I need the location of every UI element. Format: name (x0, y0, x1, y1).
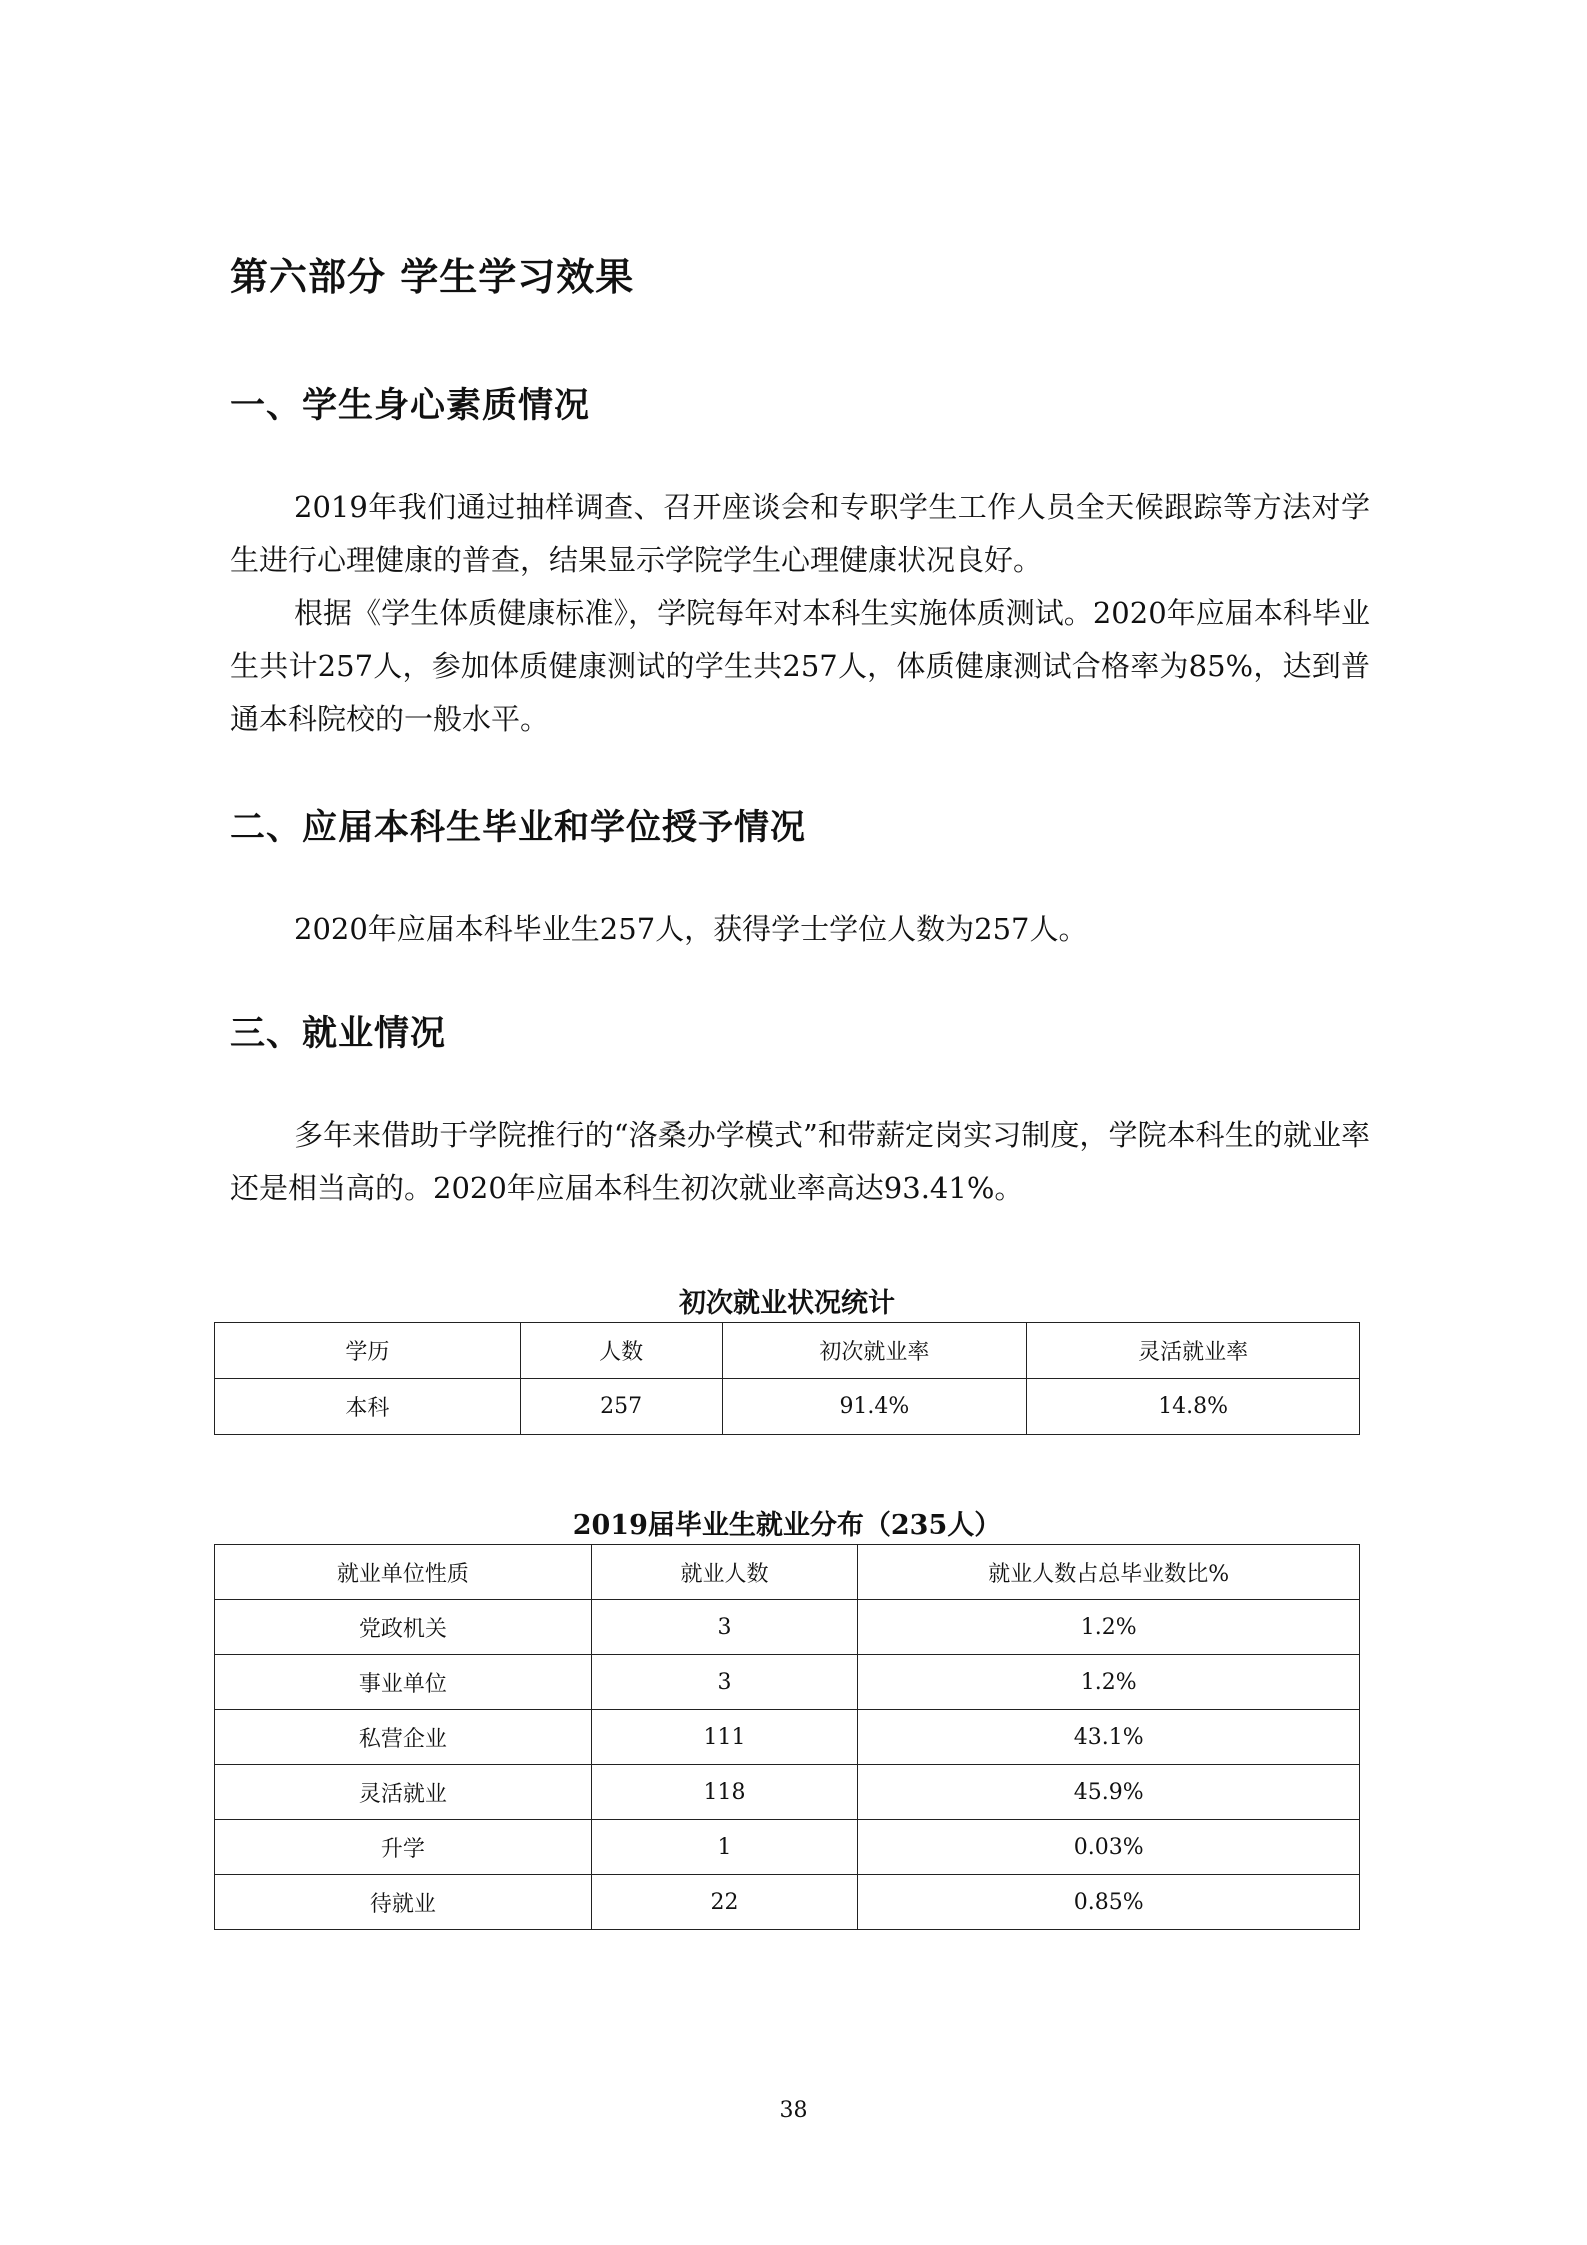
table-row (215, 1379, 1360, 1435)
table-row (215, 1710, 1360, 1765)
table-header-cell: 就业人数 (591, 1545, 858, 1600)
table-cell: 事业单位 (215, 1655, 592, 1710)
table-header-cell: 人数 (520, 1323, 722, 1379)
table-cell: 3 (591, 1600, 858, 1655)
section-title-2: 二、应届本科生毕业和学位授予情况 (230, 808, 807, 848)
table-cell: 本科 (215, 1379, 521, 1435)
table-header-cell: 灵活就业率 (1027, 1323, 1360, 1379)
table-cell: 22 (591, 1875, 858, 1930)
employment-status-table (214, 1322, 1360, 1435)
table-cell: 118 (591, 1765, 858, 1820)
table-cell: 党政机关 (215, 1600, 592, 1655)
table-row (215, 1765, 1360, 1820)
table-row (215, 1875, 1360, 1930)
table-cell: 待就业 (215, 1875, 592, 1930)
table-cell: 升学 (215, 1820, 592, 1875)
section-title-1: 一、学生身心素质情况 (230, 386, 591, 426)
page-number: 38 (779, 2098, 808, 2123)
table-cell: 1.2% (858, 1600, 1360, 1655)
paragraph: 2020年应届本科毕业生257人，获得学士学位人数为257人。 (294, 912, 1088, 946)
table-cell: 1 (591, 1820, 858, 1875)
table-row (215, 1655, 1360, 1710)
table-cell: 0.03% (858, 1820, 1360, 1875)
table-cell: 257 (520, 1379, 722, 1435)
part-title: 第六部分 学生学习效果 (230, 255, 635, 299)
table-cell: 14.8% (1027, 1379, 1360, 1435)
table-header-cell: 初次就业率 (722, 1323, 1027, 1379)
table-row (215, 1600, 1360, 1655)
table-cell: 私营企业 (215, 1710, 592, 1765)
table-cell: 111 (591, 1710, 858, 1765)
table-cell: 0.85% (858, 1875, 1360, 1930)
table-caption: 2019届毕业生就业分布（235人） (572, 1510, 1002, 1541)
paragraph: 多年来借助于学院推行的“洛桑办学模式”和带薪定岗实习制度，学院本科生的就业率还是相当高的。2020年应届本科生初次就业率高达93.41%。 (230, 1118, 1370, 1205)
section-title-3: 三、就业情况 (230, 1014, 447, 1054)
table-header-row (215, 1323, 1360, 1379)
table-cell: 91.4% (722, 1379, 1027, 1435)
paragraph: 根据《学生体质健康标准》，学院每年对本科生实施体质测试。2020年应届本科毕业生共计257人，参加体质健康测试的学生共257人，体质健康测试合格率为85%，达到普通本科院校的一般水平。 (230, 596, 1370, 736)
employment-distribution-table (214, 1544, 1360, 1930)
table-caption: 初次就业状况统计 (679, 1288, 895, 1319)
table-cell: 43.1% (858, 1710, 1360, 1765)
table-header-row (215, 1545, 1360, 1600)
table-cell: 45.9% (858, 1765, 1360, 1820)
paragraph: 2019年我们通过抽样调查、召开座谈会和专职学生工作人员全天候跟踪等方法对学生进行心理健康的普查，结果显示学院学生心理健康状况良好。 (230, 490, 1370, 577)
table-cell: 1.2% (858, 1655, 1360, 1710)
table-cell: 灵活就业 (215, 1765, 592, 1820)
table-header-cell: 就业单位性质 (215, 1545, 592, 1600)
table-cell: 3 (591, 1655, 858, 1710)
table-header-cell: 就业人数占总毕业数比% (858, 1545, 1360, 1600)
table-header-cell: 学历 (215, 1323, 521, 1379)
table-row (215, 1820, 1360, 1875)
